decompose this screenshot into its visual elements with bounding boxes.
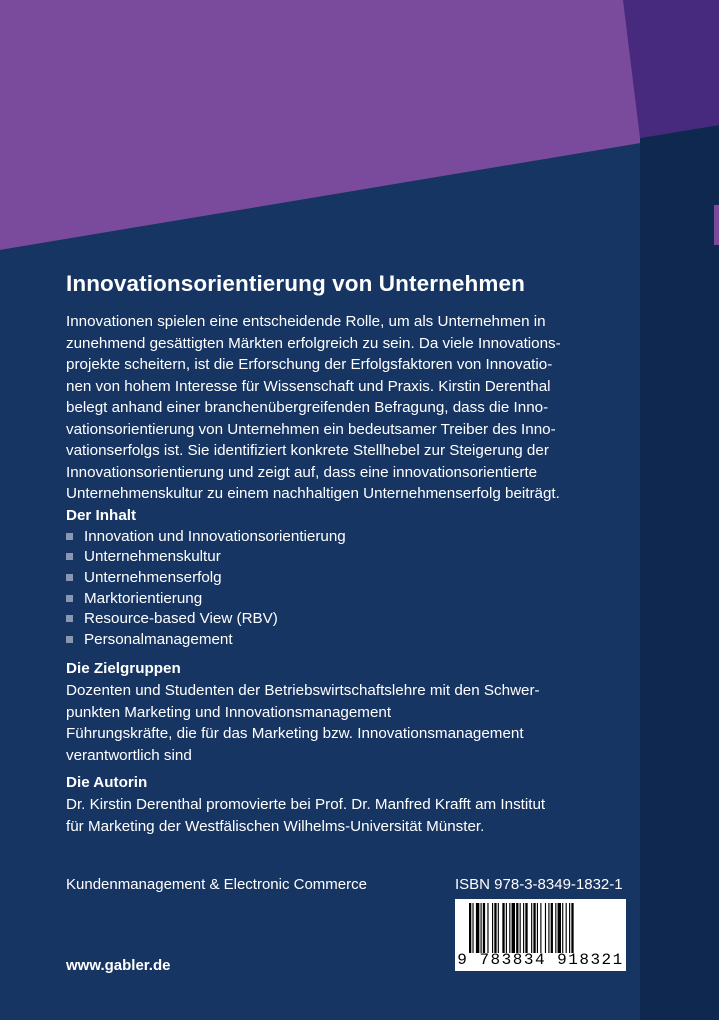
list-item-label: Innovation und Innovationsorientierung (84, 527, 346, 545)
bullet-square-icon (66, 574, 73, 581)
series-name: Kundenmanagement & Electronic Commerce (66, 876, 367, 893)
bullet-square-icon (66, 533, 73, 540)
zielgruppen-line: punkten Marketing und Innovationsmanagement (66, 703, 392, 721)
bullet-square-icon (66, 553, 73, 560)
autorin-text (66, 794, 545, 837)
description-line: zunehmend gesättigten Märkten erfolgreich zu sein. Da viele Innovations- (66, 334, 561, 352)
description-line: Unternehmenskultur zu einem nachhaltigen Unternehmenserfolg beiträgt. (66, 485, 560, 502)
description-paragraph (66, 311, 666, 505)
list-item-label: Unternehmenserfolg (84, 568, 222, 586)
inhalt-list (66, 526, 346, 650)
zielgruppen-heading: Die Zielgruppen (66, 660, 181, 677)
book-title: Innovationsorientierung von Unternehmen (66, 271, 525, 296)
list-item-label: Personalmanagement (84, 630, 233, 648)
list-item (66, 567, 346, 588)
description-line: nen von hohem Interesse für Wissenschaft und Praxis. Kirstin Derenthal (66, 377, 551, 395)
description-line: vationsorientierung von Unternehmen ein bedeutsamer Treiber des Inno- (66, 420, 556, 438)
description-line: belegt anhand einer branchenübergreifenden Befragung, dass die Inno- (66, 399, 549, 416)
list-item-label: Unternehmenskultur (84, 548, 221, 566)
list-item (66, 629, 346, 650)
barcode (455, 899, 626, 971)
autorin-heading: Die Autorin (66, 774, 148, 791)
list-item (66, 547, 346, 568)
isbn-number: ISBN 978-3-8349-1832-1 (455, 876, 623, 893)
inhalt-heading: Der Inhalt (66, 507, 137, 524)
description-line: Innovationen spielen eine entscheidende Rolle, um als Unternehmen in (66, 313, 546, 330)
description-line: vationserfolgs ist. Sie identifiziert konkrete Stellhebel zur Steigerung der (66, 442, 549, 459)
list-item (66, 588, 346, 609)
list-item-label: Marktorientierung (84, 589, 203, 607)
barcode-digits: 9 783834 918321 (457, 951, 624, 969)
bullet-square-icon (66, 595, 73, 602)
description-line: projekte scheitern, ist die Erforschung der Erfolgsfaktoren von Innovatio- (66, 356, 553, 373)
autorin-line: für Marketing der Westfälischen Wilhelms-Universität Münster. (66, 817, 485, 835)
autorin-line: Dr. Kirstin Derenthal promovierte bei Prof. Dr. Manfred Krafft am Institut (66, 796, 546, 813)
zielgruppen-line: verantwortlich sind (66, 746, 192, 764)
description-line: Innovationsorientierung und zeigt auf, dass eine innovationsorientierte (66, 463, 538, 481)
list-item (66, 526, 346, 547)
list-item (66, 608, 346, 629)
zielgruppen-text (66, 680, 540, 766)
zielgruppen-line: Dozenten und Studenten der Betriebswirtschaftslehre mit den Schwer- (66, 682, 540, 699)
bullet-square-icon (66, 636, 73, 643)
barcode-bars-icon (455, 903, 626, 957)
list-item-label: Resource-based View (RBV) (84, 610, 278, 628)
bullet-square-icon (66, 615, 73, 622)
zielgruppen-line: Führungskräfte, die für das Marketing bzw. Innovationsmanagement (66, 725, 524, 742)
publisher-url[interactable]: www.gabler.de (66, 957, 171, 974)
